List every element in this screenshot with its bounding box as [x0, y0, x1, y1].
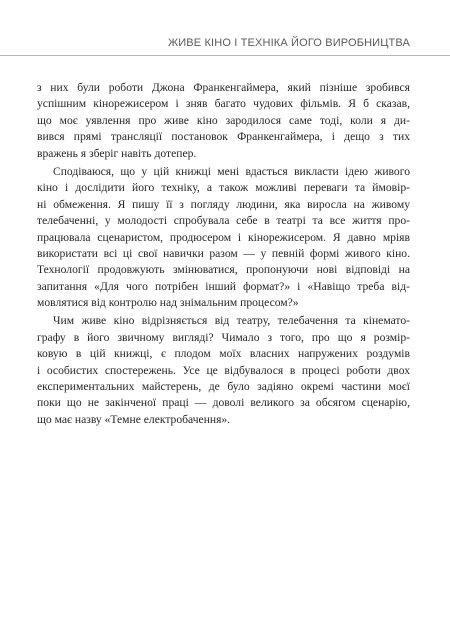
text-line: використати всі ці свої навички разом — у певній формі живого кіно.: [37, 246, 410, 260]
header-rule: [0, 55, 450, 56]
text-line: і особистих спостережень. Усе це відбувалося в процесі роботи двох: [37, 363, 410, 377]
body-text: [37, 80, 410, 428]
text-line: Технології продовжують змінюватися, пропонуючи нові відповіді на: [37, 263, 410, 277]
text-line: експериментальних майстерень, де було задіяно окремі частини моєї: [37, 380, 410, 394]
text-line: графу в його звичному вигляді? Чимало з того, про що я розмір-: [37, 330, 410, 344]
text-line: ні обмеження. Я пишу її з погляду людини, яка виросла на живому: [37, 197, 410, 211]
paragraph-3: [37, 313, 410, 428]
text-line: вився прямі трансляції постановок Франкенгаймера, і дещо з тих: [37, 130, 410, 144]
text-line: що моє уявлення про живе кіно зародилося саме тоді, коли я ди-: [37, 113, 410, 127]
text-line: вражень я зберіг навіть дотепер.: [37, 146, 197, 160]
text-line: ковую в цій книжці, є плодом моїх власних напружених роздумів: [37, 347, 410, 361]
paragraph-1: [37, 80, 410, 162]
running-header: ЖИВЕ КІНО І ТЕХНІКА ЙОГО ВИРОБНИЦТВА: [167, 37, 410, 49]
text-line: що має назву «Темне електробачення».: [37, 412, 231, 426]
text-line: поки що не закінченої праці — доволі великого за обсягом сценарію,: [37, 396, 410, 410]
text-line: телебаченні, у молодості спробувала себе в театрі та все життя про-: [37, 214, 410, 228]
text-line: з них були роботи Джона Франкенгаймера, який пізніше зробився: [37, 81, 410, 94]
text-line: Сподіваюся, що у цій книжці мені вдасться викласти ідею живого: [53, 164, 410, 178]
text-line: Чим живе кіно відрізняється від театру, телебачення та кінемато-: [53, 314, 410, 328]
paragraph-2: [37, 164, 410, 312]
text-line: запитання «Для чого потрібен інший формат?» і «Навіщо треба від-: [37, 279, 410, 293]
text-line: працювала сценаристом, продюсером і кінорежисером. Я давно мріяв: [37, 230, 410, 244]
text-line: кіно і дослідити його техніку, а також можливі переваги та ймовір-: [37, 181, 410, 195]
text-line: мовлятися від контролю над знімальним процесом?»: [37, 296, 299, 310]
text-line: успішним кінорежисером і зняв багато чудових фільмів. Я б сказав,: [37, 97, 410, 111]
